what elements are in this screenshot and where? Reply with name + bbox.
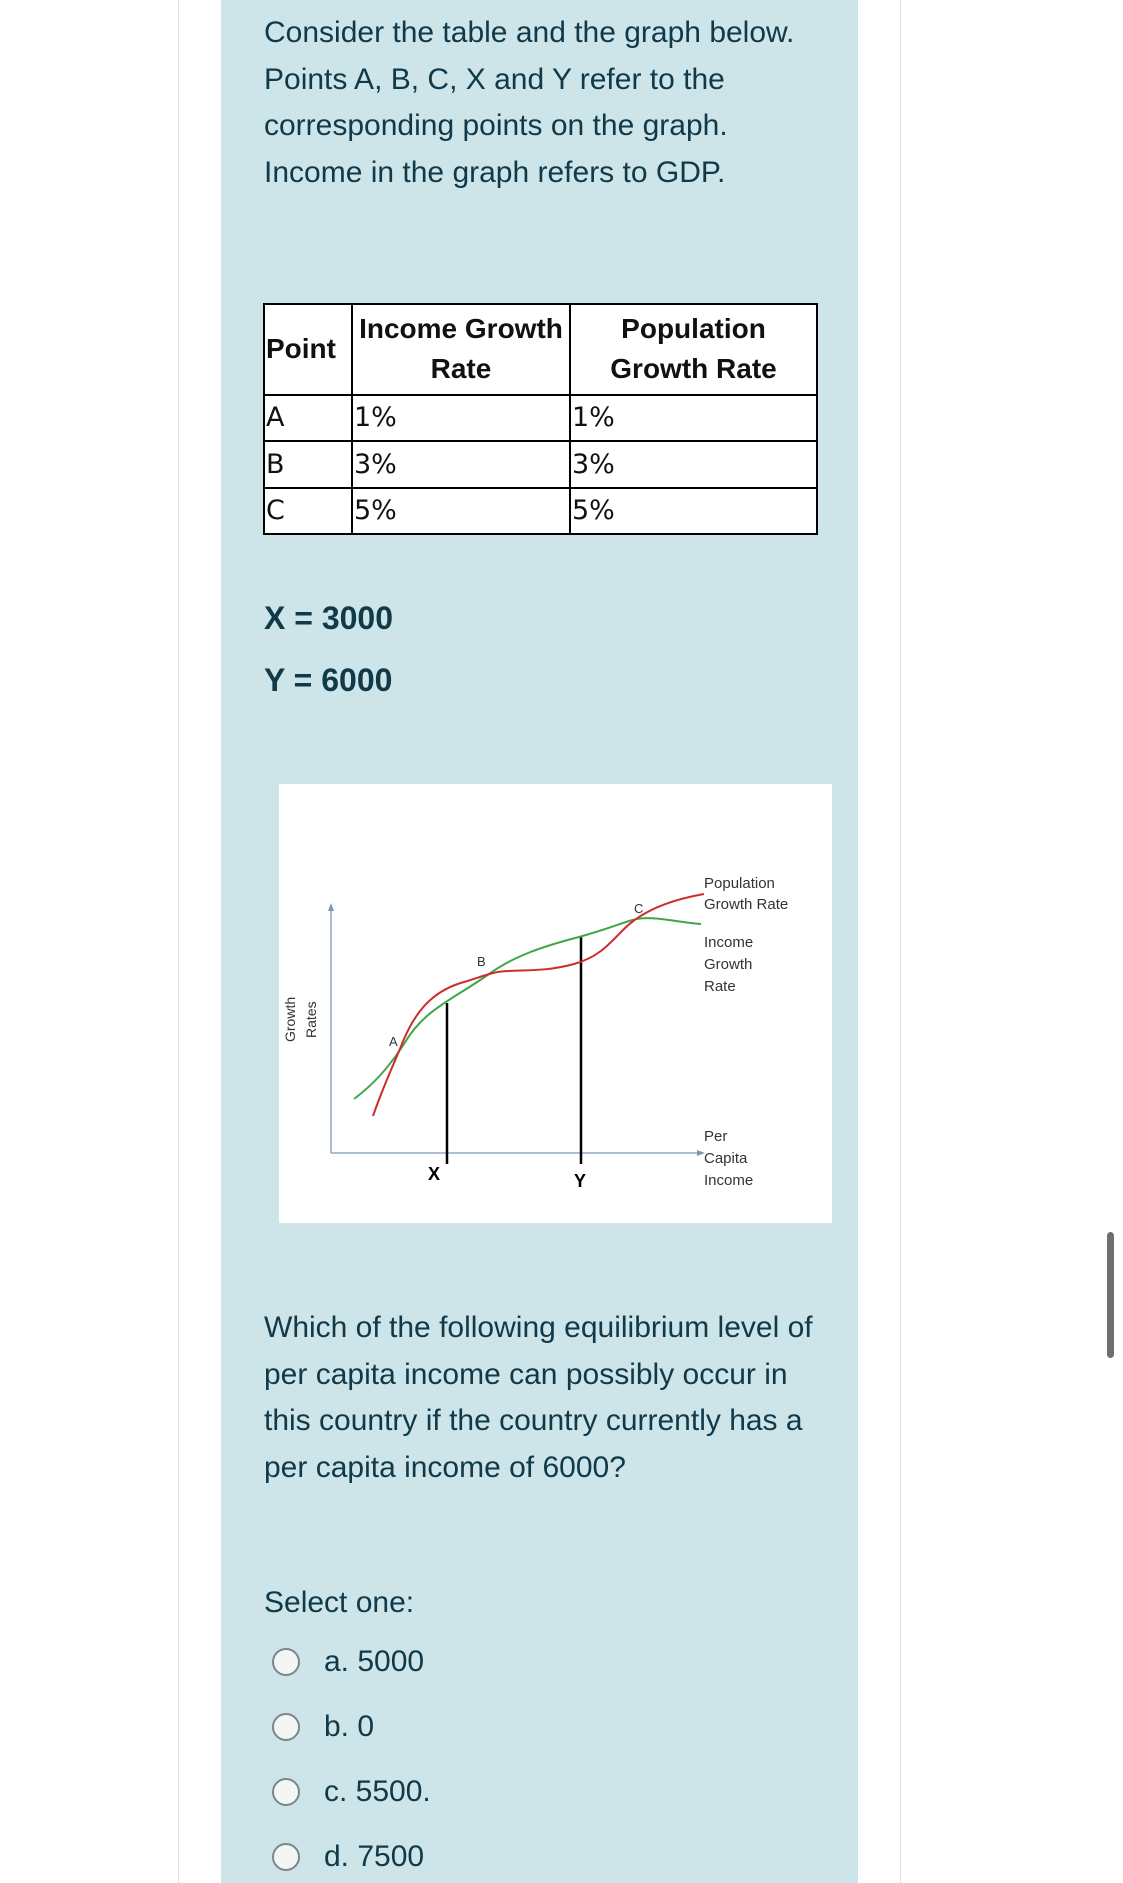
x-axis-label-line-1: Per <box>704 1128 728 1145</box>
x-value-text: X = 3000 <box>264 600 393 636</box>
table-cell: 3% <box>570 441 817 487</box>
growth-rates-graph <box>279 784 832 1223</box>
answer-label: a. 5000 <box>324 1645 425 1678</box>
table-row <box>264 395 817 441</box>
income-legend-line-3: Rate <box>704 978 736 995</box>
header-income-growth: Income Growth Rate <box>352 304 570 395</box>
table-cell: 1% <box>352 395 570 441</box>
select-one-label: Select one: <box>264 1586 415 1619</box>
scrollbar-thumb[interactable] <box>1107 1232 1114 1358</box>
answer-option-b[interactable] <box>272 1707 374 1747</box>
answer-label: c. 5500. <box>324 1775 431 1808</box>
answer-option-d[interactable] <box>272 1837 424 1877</box>
table-cell: C <box>264 488 352 534</box>
table-row <box>264 441 817 487</box>
income-legend-line-2: Growth <box>704 956 753 973</box>
answer-option-a[interactable] <box>272 1642 424 1682</box>
answer-option-c[interactable] <box>272 1772 431 1812</box>
point-a-label: A <box>389 1034 398 1049</box>
answer-label: b. 0 <box>324 1710 375 1743</box>
table-cell: 5% <box>570 488 817 534</box>
y-axis-label-line-2: Rates <box>303 1001 319 1038</box>
population-legend-line-1: Population <box>704 875 775 892</box>
table-cell: A <box>264 395 352 441</box>
header-point: Point <box>264 304 352 395</box>
x-axis-label-line-2: Capita <box>704 1150 748 1167</box>
point-c-label: C <box>634 901 644 916</box>
table-row <box>264 488 817 534</box>
table-cell: 1% <box>570 395 817 441</box>
radio-button[interactable] <box>272 1713 300 1741</box>
radio-button[interactable] <box>272 1778 300 1806</box>
table-cell: 3% <box>352 441 570 487</box>
x-label: X <box>428 1164 441 1184</box>
table-header-row <box>264 304 817 395</box>
y-axis-label-line-1: Growth <box>282 996 298 1042</box>
y-value-text: Y = 6000 <box>264 662 393 698</box>
answer-label: d. 7500 <box>324 1840 425 1873</box>
page-right-border <box>900 0 901 1883</box>
population-growth-curve <box>354 918 701 1099</box>
x-axis-label-line-3: Income <box>704 1172 754 1189</box>
growth-rate-table <box>263 303 818 535</box>
table-cell: B <box>264 441 352 487</box>
table-cell: 5% <box>352 488 570 534</box>
y-label: Y <box>574 1171 587 1191</box>
point-b-label: B <box>477 954 486 969</box>
population-legend-line-2: Growth Rate <box>704 896 789 913</box>
income-legend-line-1: Income <box>704 934 754 951</box>
income-growth-curve <box>373 894 704 1116</box>
header-population-growth: Population Growth Rate <box>570 304 817 395</box>
y-axis-arrow-icon <box>328 903 334 911</box>
page-left-border <box>178 0 179 1883</box>
question-intro: Consider the table and the graph below. Points A, B, C, X and Y refer to the corresponding points on the graph. Income in the graph refers to GDP. <box>264 16 795 189</box>
radio-button[interactable] <box>272 1843 300 1871</box>
question-prompt: Which of the following equilibrium level of per capita income can possibly occur in this country if the country currently has a per capita income of 6000? <box>264 1311 813 1484</box>
radio-button[interactable] <box>272 1648 300 1676</box>
